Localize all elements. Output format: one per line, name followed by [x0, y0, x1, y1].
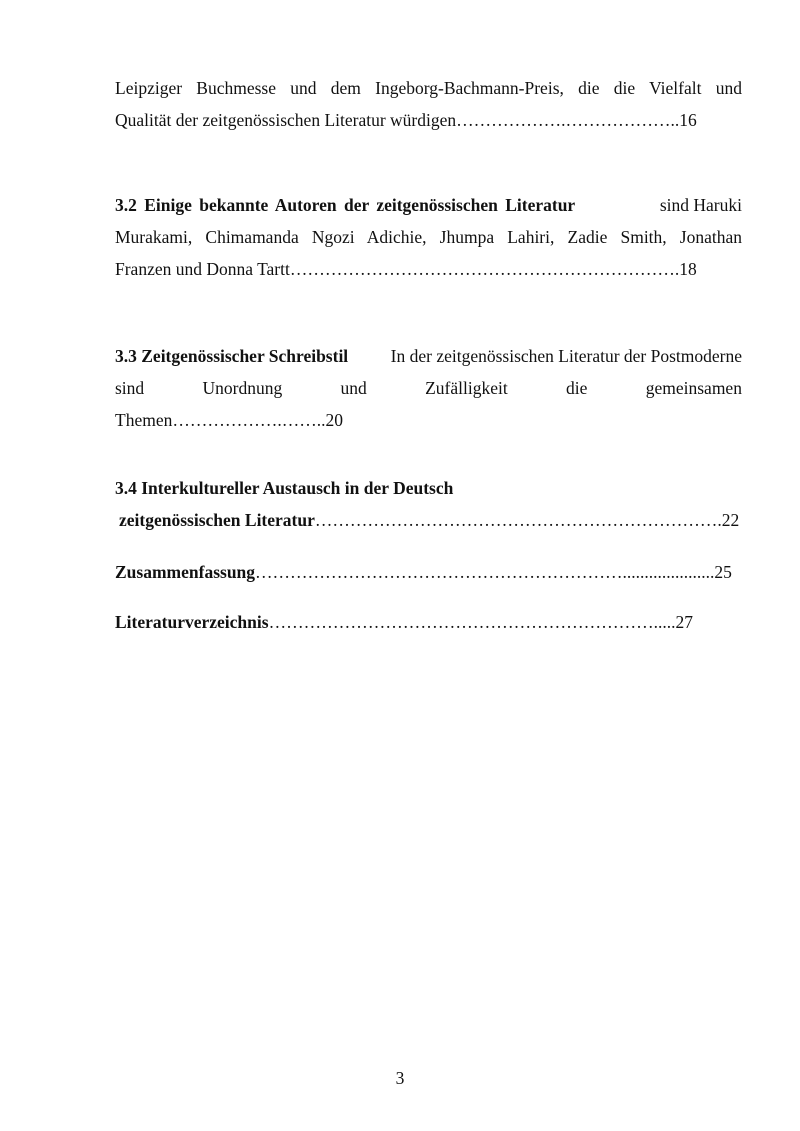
toc-line: Murakami, Chimamanda Ngozi Adichie, Jhumpa Lahiri, Zadie Smith, Jonathan: [115, 227, 742, 247]
toc-word: die: [566, 378, 588, 398]
toc-entry-3-2: [115, 189, 742, 285]
toc-entry-3-4: [115, 472, 742, 536]
toc-leader: ……………………………………………………….....................25: [255, 562, 732, 582]
toc-heading: zeitgenössischen Literatur: [119, 510, 315, 530]
toc-entry-bibliography: [115, 606, 742, 638]
page-number: 3: [395, 1068, 405, 1088]
toc-word: sind: [115, 378, 145, 398]
toc-entry-3-3: [115, 340, 742, 436]
toc-line: [115, 472, 742, 504]
toc-line: Themen……………….……..20: [115, 410, 343, 430]
toc-heading: Literaturverzeichnis: [115, 612, 269, 632]
toc-heading: 3.4 Interkultureller Austausch in der Deutsch: [115, 478, 454, 498]
toc-word: Unordnung: [202, 378, 283, 398]
toc-line: [115, 504, 742, 536]
toc-word: und: [340, 378, 367, 398]
toc-line: Franzen und Donna Tartt………………………………………………………….18: [115, 259, 697, 279]
toc-line: [115, 556, 742, 588]
toc-leader: …………………………………………………………….22: [314, 510, 740, 530]
toc-heading: Zusammenfassung: [115, 562, 256, 582]
toc-line: Leipziger Buchmesse und dem Ingeborg-Bachmann-Preis, die die Vielfalt und: [115, 78, 742, 98]
toc-line: [115, 340, 742, 372]
toc-line: Qualität der zeitgenössischen Literatur würdigen……………….………………..16: [115, 110, 697, 130]
toc-entry-3-1-continuation: [115, 72, 742, 136]
toc-word: gemeinsamen: [645, 378, 742, 398]
toc-line: [115, 372, 742, 404]
toc-text: sind Haruki: [659, 195, 742, 215]
toc-heading: 3.2 Einige bekannte Autoren der zeitgenössischen Literatur: [115, 195, 576, 215]
toc-leader: ………………………………………………………….....27: [268, 612, 693, 632]
toc-line: [115, 189, 742, 221]
toc-heading: 3.3 Zeitgenössischer Schreibstil: [115, 346, 349, 366]
toc-entry-summary: [115, 556, 742, 588]
toc-line: [115, 606, 742, 638]
toc-word: Zufälligkeit: [425, 378, 508, 398]
toc-text: In der zeitgenössischen Literatur der Postmoderne: [390, 346, 742, 366]
